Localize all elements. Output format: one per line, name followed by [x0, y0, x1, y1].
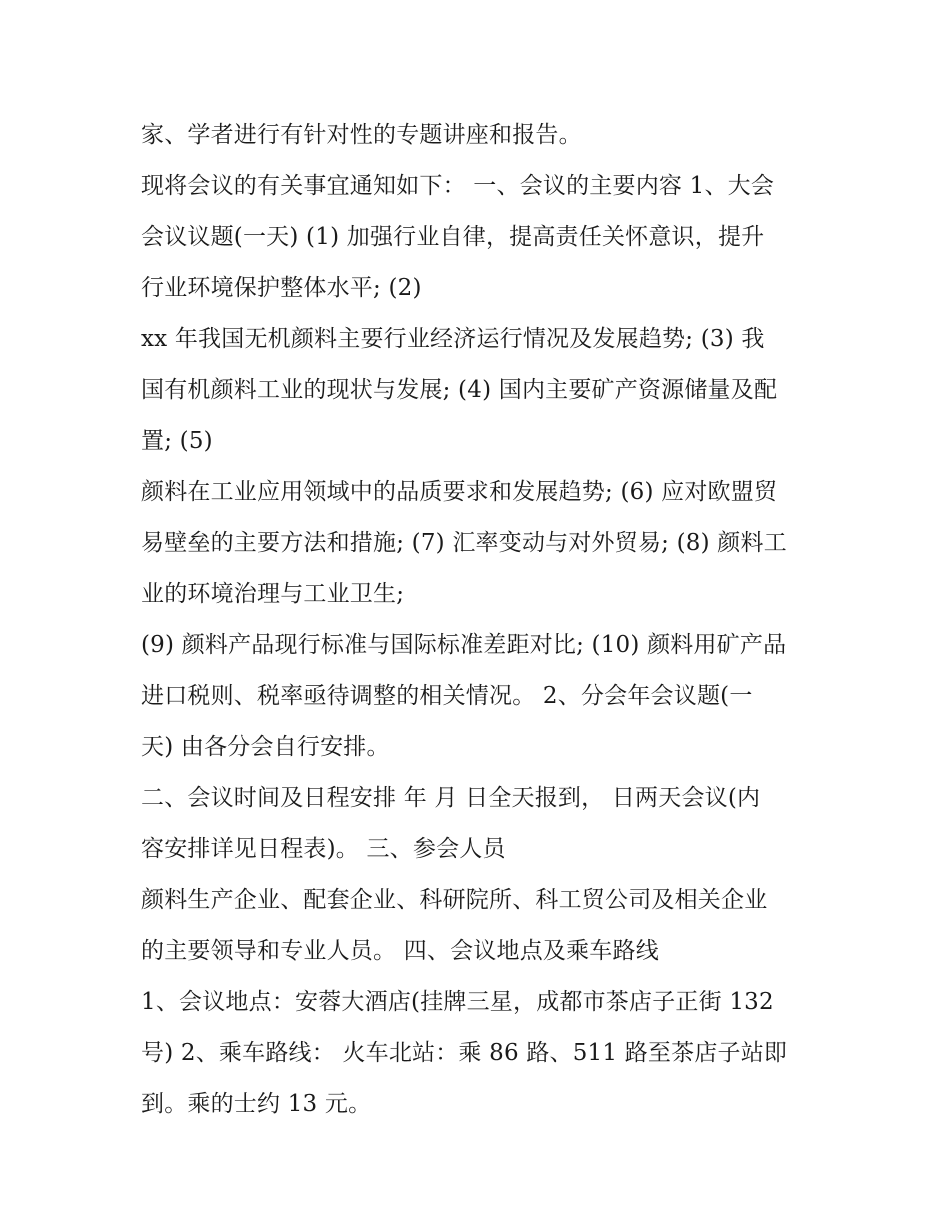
document-body [141, 110, 811, 1130]
text-line: 号) 2、乘车路线： 火车北站：乘 86 路、511 路至茶店子站即 [141, 1040, 788, 1066]
text-line: 容安排详见日程表)。 三、参会人员 [141, 836, 506, 862]
text-line: xx 年我国无机颜料主要行业经济运行情况及发展趋势; (3) 我 [141, 326, 765, 352]
text-line: 会议议题(一天) (1) 加强行业自律，提高责任关怀意识，提升 [141, 224, 765, 250]
text-line: 现将会议的有关事宜通知如下： 一、会议的主要内容 1、大会 [141, 173, 775, 199]
text-line: 进口税则、税率亟待调整的相关情况。 2、分会年会议题(一 [141, 683, 753, 709]
text-line: 业的环境治理与工业卫生; [141, 581, 405, 607]
text-line: 到。乘的士约 13 元。 [141, 1091, 372, 1117]
text-line: 颜料在工业应用领域中的品质要求和发展趋势; (6) 应对欧盟贸 [141, 479, 778, 505]
text-line: 1、会议地点：安蓉大酒店(挂牌三星，成都市茶店子正街 132 [141, 989, 774, 1015]
text-line: 二、会议时间及日程安排 年 月 日全天报到， 日两天会议(内 [141, 785, 761, 811]
text-line: 行业环境保护整体水平; (2) [141, 275, 422, 301]
text-line: 天) 由各分会自行安排。 [141, 734, 390, 760]
text-line: 家、学者进行有针对性的专题讲座和报告。 [141, 122, 582, 148]
text-line: 置; (5) [141, 428, 213, 454]
text-line: 颜料生产企业、配套企业、科研院所、科工贸公司及相关企业 [141, 887, 768, 913]
text-line: 的主要领导和专业人员。 四、会议地点及乘车路线 [141, 938, 659, 964]
text-line: 国有机颜料工业的现状与发展; (4) 国内主要矿产资源储量及配 [141, 377, 778, 403]
text-line: (9) 颜料产品现行标准与国际标准差距对比; (10) 颜料用矿产品 [141, 632, 787, 658]
text-line: 易壁垒的主要方法和措施; (7) 汇率变动与对外贸易; (8) 颜料工 [141, 530, 787, 556]
